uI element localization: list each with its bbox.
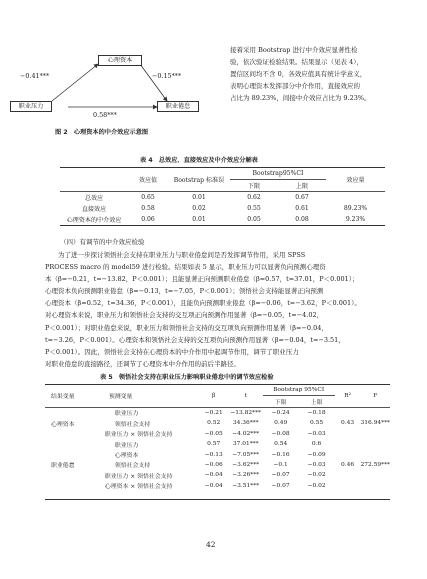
table5 [45,385,390,491]
t4-cell: 0.02 [192,205,206,212]
t5-cell: 0.55 [310,420,324,427]
table4-bottom-rule [60,225,385,226]
t4-cell: 直接效应 [81,206,107,213]
table5-bottom-rule [45,499,390,500]
t5-cell: −0.05 [204,430,223,437]
t5-header-lower: 下限 [274,400,287,407]
t5-cell: 职业压力 [114,442,139,449]
table-row [45,439,390,449]
section-heading: （四）有调节的中介效应检验 [60,238,145,246]
mediation-diagram [0,0,230,145]
figure-caption: 图 2 心理资本的中介效应示意图 [55,129,149,136]
t5-cell: −0.07 [271,472,290,479]
t4-header-upper: 上限 [295,183,309,190]
table-row [45,407,390,418]
paragraph-line: t=−3.26，P＜0.001）。心理资本和领悟社会支持的交互项负向预测作用显著（β=−0.04，t=−3.51， [45,335,345,344]
t4-cell: 9.23% [345,216,366,223]
t5-cell: −0.08 [271,430,290,437]
t5-cell: −0.16 [271,451,290,458]
t4-cell: 0.67 [295,194,309,201]
t5-cell: −0.02 [307,482,326,489]
paragraph-line: 验，依次验证检验结果。结果显示（见表 4）， [230,58,363,67]
paragraph-line: P＜0.001）；对职业倦怠来说，职业压力和领悟社会支持的交互项负向预测作用显著（β=−0.04， [45,323,328,332]
t4-cell: 心理资本的中介效应 [66,217,122,224]
t5-cell: 37.01*** [232,441,259,448]
t4-header-se: Bootstrap 标准误 [173,177,225,184]
t5-cell: −3.62*** [232,461,260,468]
t5-r2: 0.46 [341,461,355,468]
t5-header-outcome: 结果变量 [51,394,75,401]
paragraph-line: 接着采用 Bootstrap 进行中介效应显著性检 [230,46,358,54]
table-row [60,203,385,214]
arrow-stress-to-capital [52,64,98,101]
t5-cell: 0.6 [311,441,322,448]
t5-cell: −0.04 [204,482,223,489]
table-row [60,214,385,225]
t5-cell: 0.54 [274,441,288,448]
paragraph-line: 置信区间均不含 0，各效应值具有统计学意义， [230,70,367,79]
t5-cell: −3.26*** [232,472,260,479]
t4-cell: 89.23% [343,205,368,212]
t4-cell: 0.62 [247,194,261,201]
diagram-box-stress: 职业压力 [10,101,52,112]
paragraph-line: 本（β=−0.21，t=−13.82，P＜0.001）；且能显著正向预测职业倦怠（β=0.57，t=37.01，P＜0.001）； [45,275,359,284]
t5-header-ci: Bootstrap 95%CI [263,385,335,396]
t4-cell: 0.05 [247,216,261,223]
t5-f: 272.59*** [360,461,390,468]
t5-cell: 领悟社会支持 [114,463,151,470]
t5-cell: −3.51*** [232,482,260,489]
paragraph-line: 心理资本（β=0.52，t=34.36，P＜0.001），且能负向预测职业倦怠（β=−0.06，t=−3.62，P＜0.001）。 [45,299,361,308]
t5-outcome: 心理资本 [51,421,75,428]
t5-cell: 0.49 [274,420,288,427]
t5-cell: −0.02 [307,472,326,479]
t5-cell: −0.07 [271,482,290,489]
t5-header-r2: R² [344,392,351,399]
arrow-capital-to-burnout [140,64,167,101]
t5-cell: −0.24 [271,409,290,416]
t4-header-ci: Bootstrap95%CI [230,168,326,180]
t5-cell: −0.06 [204,461,223,468]
paragraph-line: 对心理资本来说，职业压力和领悟社会支持的交互项正向预测作用显著（β=−0.05，t=−4.02， [45,311,324,320]
t5-cell: −0.1 [273,461,288,468]
t5-f: 316.94*** [360,420,390,427]
t5-r2: 0.43 [341,420,355,427]
t4-header-effect: 效应值 [138,177,158,184]
table4 [60,168,385,225]
t5-cell: −7.05*** [232,451,260,458]
paragraph-line: 表明心理资本发挥部分中介作用，直接效应的 [230,82,360,91]
table-row [60,192,385,204]
t5-cell: 0.57 [207,441,221,448]
t5-cell: 心理资本 [114,453,139,460]
t5-cell: 0.52 [207,420,221,427]
t5-cell: 职业压力 [114,411,139,418]
diagram-path-b: −0.15*** [152,72,182,80]
t5-cell: −0.03 [307,430,326,437]
t5-cell: 职业压力 × 领悟社会支持 [104,473,173,480]
t5-cell: −0.13 [204,451,223,458]
t5-cell: −0.04 [204,472,223,479]
paragraph-line: 为了进一步探讨领悟社会支持在职业压力与职业倦怠间是否发挥调节作用，采用 SPSS [45,251,306,259]
t5-header-t: t [244,392,247,399]
t5-cell: −4.02*** [232,430,260,437]
t5-cell: −0.03 [307,461,326,468]
t4-cell: 0.01 [192,216,206,223]
diagram-box-capital: 心理资本 [98,55,142,66]
page-number: 42 [206,540,216,549]
t5-cell: 心理资本 × 领悟社会支持 [104,484,173,491]
t4-header-ratio: 效应量 [346,177,365,184]
t4-cell [326,192,385,204]
t5-cell: 领悟社会支持 [114,421,151,428]
t5-cell: −0.09 [307,451,326,458]
t4-cell: 总效应 [84,195,104,202]
paragraph-line: 心理资本负向预测职业倦怠（β=−0.13，t=−7.05，P＜0.001）；领悟社会支持能显著正向预测 [45,287,324,296]
paragraph-line: P＜0.001）。因此，领悟社会支持在心理资本的中介作用中起调节作用，调节了职业压力 [45,347,299,356]
t5-cell: 职业压力 × 领悟社会支持 [104,432,173,439]
t4-cell: 0.55 [247,205,261,212]
diagram-box-burnout: 职业倦怠 [157,101,199,112]
t5-header-beta: β [212,392,216,399]
section-paragraph [45,249,390,370]
t5-header-upper: 上限 [310,400,323,407]
diagram-path-a: −0.41*** [20,72,50,80]
t5-cell: −0.21 [204,409,223,416]
t4-cell: 0.58 [141,205,155,212]
t5-outcome: 职业倦怠 [51,463,75,470]
t4-cell: 0.65 [141,194,155,201]
t4-cell: 0.01 [192,194,206,201]
t5-cell: 34.36*** [232,420,259,427]
paragraph-line: 对职业倦怠的直接路径，还调节了心理资本中介作用的前后半路径。 [45,359,240,368]
t4-cell: 0.06 [141,216,155,223]
table4-caption: 表 4 总效应、直接效应及中介效应分解表 [140,157,258,164]
right-paragraph [230,44,420,104]
t5-header-f: F [373,392,378,399]
t5-cell: −0.18 [307,409,326,416]
paragraph-line: PROCESS macro 的 model59 进行检验。结果如表 5 显示，职业压力可以显著负向预测心理资 [45,263,326,272]
table5-caption: 表 5 领悟社会支持在职业压力影响职业倦怠中的调节效应检验 [100,374,274,381]
t4-cell: 0.08 [295,216,309,223]
t4-cell: 0.61 [295,205,309,212]
diagram-path-c: 0.58*** [93,111,117,119]
t5-header-predictor: 预测变量 [108,394,133,401]
t5-cell: −13.82*** [230,409,261,416]
t4-header-lower: 下限 [247,183,261,190]
paragraph-line: 占比为 89.23%，间接中介效应占比为 9.23%。 [230,94,371,103]
